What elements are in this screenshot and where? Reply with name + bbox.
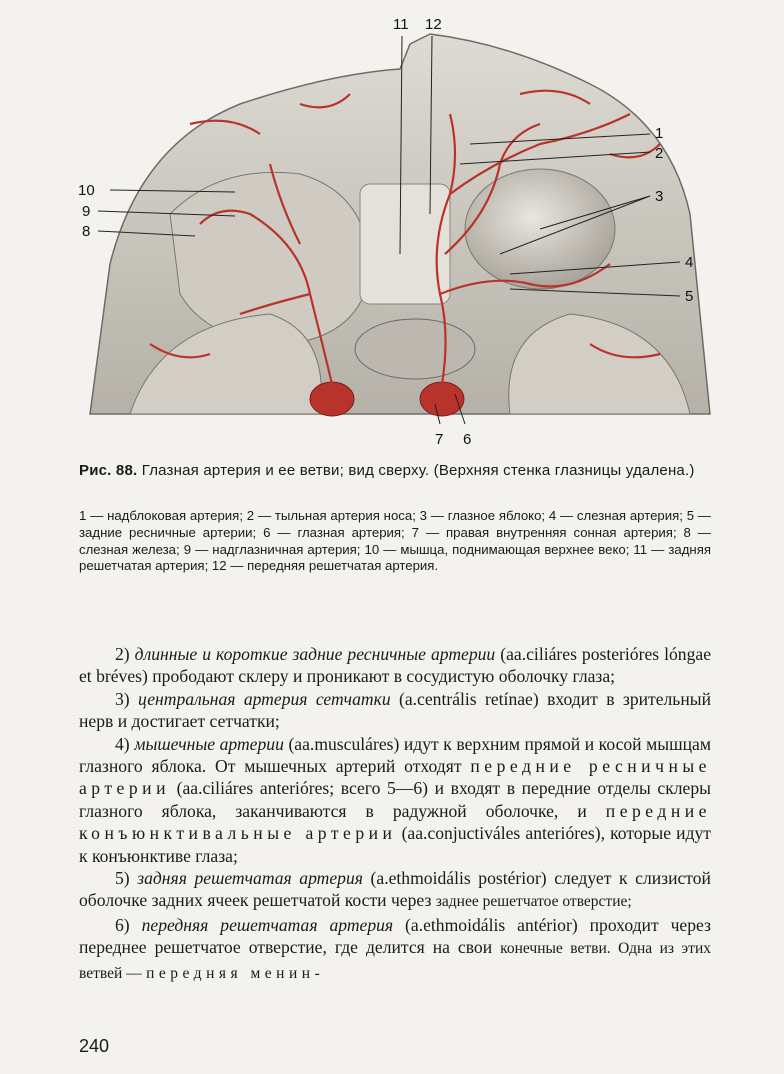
term: задняя решетчатая артерия (137, 868, 363, 889)
label-4: 4 (685, 254, 694, 271)
figure-number: Рис. 88. (79, 462, 138, 479)
anatomical-figure (70, 14, 720, 454)
page-number: 240 (79, 1036, 110, 1056)
label-7: 7 (435, 431, 444, 448)
item-number: 6) (115, 914, 130, 935)
label-1: 1 (655, 125, 664, 142)
item-number: 4) (115, 733, 130, 754)
item-number: 2) (115, 644, 130, 664)
paragraph-text: (aa.musculáres) идут к верхним прямой и косой мышцам глазного яблока. От мышечных артерий отходят (79, 733, 712, 777)
label-11: 11 (393, 16, 409, 33)
internal-carotid-left (310, 382, 354, 416)
body-text (79, 643, 711, 985)
spaced-term: передние конъюнктивальные артерии (79, 800, 711, 844)
label-10: 10 (78, 182, 95, 199)
term: центральная артерия сетчатки (138, 688, 391, 709)
label-6: 6 (463, 431, 472, 448)
paragraph-text: (a.ethmoidális antérior) проходит через переднее решетчатое отверстие, где делится на свои (79, 914, 712, 958)
paragraph-text: (a.ethmoidális postérior) следует к слизистой оболочке задних ячеек решетчатой кости через (79, 868, 711, 911)
paragraph-5 (79, 867, 711, 914)
orbit-illustration (70, 14, 720, 454)
spaced-term: передние ресничные артерии (79, 756, 711, 799)
label-5: 5 (685, 288, 694, 305)
paragraph-2 (79, 643, 711, 688)
spaced-term: передняя менин- (146, 964, 325, 982)
figure-title: Глазная артерия и ее ветви; вид сверху. (Верхняя стенка глазницы удалена.) (141, 462, 695, 479)
paragraph-4 (79, 733, 711, 867)
paragraph-text: (aa.ciliáres posterióres lóngae et bréves) прободают склеру и проникают в сосудистую оболочку глаза; (79, 644, 712, 687)
term: длинные и короткие задние ресничные артерии (134, 644, 496, 664)
term: мышечные артерии (134, 733, 284, 754)
paragraph-text: конечные ветви. Одна из этих ветвей — (79, 940, 711, 982)
figure-caption (79, 461, 719, 481)
paragraph-text: заднее решетчатое отверстие; (435, 893, 632, 911)
paragraph-6 (79, 914, 711, 985)
paragraph-text: (aa.conjuctiváles anterióres), которые идут к конъюнктиве глаза; (79, 823, 711, 866)
label-12: 12 (425, 16, 442, 33)
paragraph-3 (79, 688, 711, 733)
internal-carotid-right (420, 382, 464, 416)
label-8: 8 (82, 223, 91, 240)
paragraph-text: (a.centrális retínae) входит в зрительный нерв и достигает сетчатки; (79, 688, 711, 732)
label-3: 3 (655, 188, 664, 205)
figure-legend: 1 — надблоковая артерия; 2 — тыльная артерия носа; 3 — глазное яблоко; 4 — слезная артерия; 5 — задние ресничные артерии; 6 — глазная артерия; 7 — правая внутренняя сонная артерия; 8 — слезная железа; 9 — надглазничная артерия; 10 — мышца, поднимающая верхнее веко; 11 — задняя решетчатая артерия; 12 — передняя решетчатая артерия. (79, 508, 711, 574)
term: передняя решетчатая артерия (141, 914, 394, 935)
item-number: 3) (115, 688, 130, 709)
label-2: 2 (655, 145, 664, 162)
optic-chiasm (355, 319, 475, 379)
paragraph-text: (aa.ciliáres anterióres; всего 5—6) и входят в передние отделы склеры глазного яблока, заканчиваются в радужной оболочке, и (79, 778, 711, 821)
label-9: 9 (82, 203, 91, 220)
item-number: 5) (115, 868, 130, 889)
